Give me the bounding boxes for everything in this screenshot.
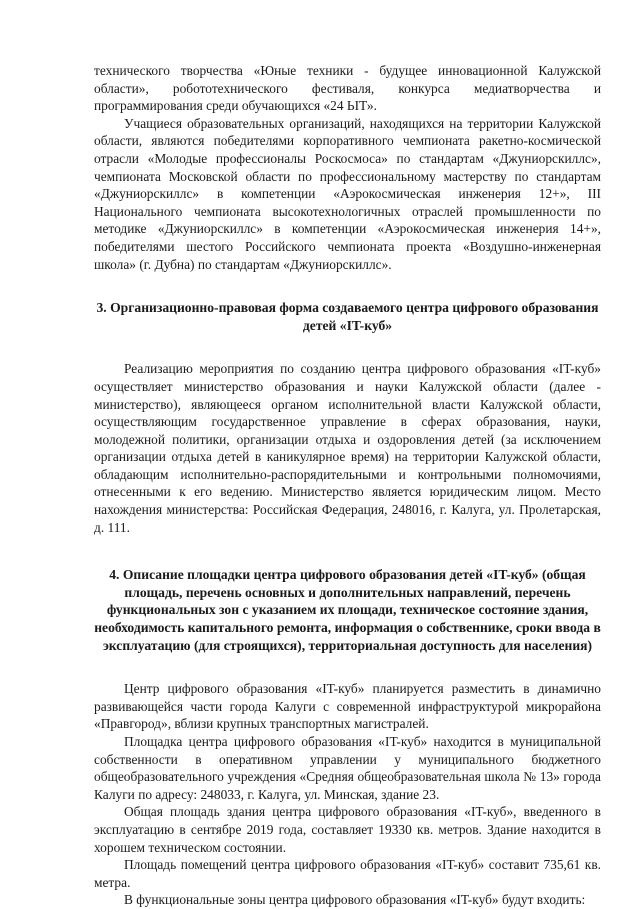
section-4-paragraph-area: Общая площадь здания центра цифрового образования «IT-куб», введенного в эксплуатацию в сентябре 2019 года, составляет 19330 кв. метров. Здание находится в хорошем техническом состоянии. (94, 804, 601, 855)
section-3-paragraph: Реализацию мероприятия по созданию центра цифрового образования «IT-куб» осуществляет министерство образования и науки Калужской области (далее - министерство), являющееся органом исполнительной власти Калужской области, осуществляющим государственное управление в сферах образования, науки, молодежной политики, организации отдыха и оздоровления детей (за исключением организации отдыха детей в каникулярное время) на территории Калужской области, обладающим исполнительно-распорядительными и контрольными полномочиями, отнесенными к его ведению. Министерство является юридическим лицом. Место нахождения министерства: Российская Федерация, 248016, г. Калуга, ул. Пролетарская, д. 111. (94, 361, 601, 535)
paragraph-continuation: технического творчества «Юные техники - будущее инновационной Калужской области», робототехнического фестиваля, конкурса медиатворчества и программирования среди обучающихся «24 ЬIТ». (94, 63, 601, 114)
section-4-paragraph-zones: В функциональные зоны центра цифрового образования «IT-куб» будут входить: (124, 892, 586, 908)
section-4-paragraph-ownership: Площадка центра цифрового образования «IT-куб» находится в муниципальной собственности в оперативном управлении у муниципального бюджетного общеобразовательного учреждения «Средняя общеобразовательная школа № 13» города Калуги по адресу: 248033, г. Калуга, ул. Минская, здание 23. (94, 734, 601, 802)
section-4-heading: 4. Описание площадки центра цифрового образования детей «IT-куб» (общая площадь, перечень основных и дополнительных направлений, перечень функциональных зон с указанием их площади, техническое состояние здания, необходимость капитального ремонта, информация о собственнике, сроки ввода в эксплуатацию (для строящихся), территориальная доступность для населения) (94, 567, 601, 653)
section-4-paragraph-premises: Площадь помещений центра цифрового образования «IT-куб» составит 735,61 кв. метра. (94, 857, 601, 890)
section-4-paragraph-location: Центр цифрового образования «IT-куб» планируется разместить в динамично развивающейся части города Калуги с современной инфраструктурой микрорайона «Правгород», вблизи крупных транспортных магистралей. (94, 681, 601, 732)
section-3-heading: 3. Организационно-правовая форма создаваемого центра цифрового образования детей «IT-куб» (96, 300, 599, 333)
paragraph-students: Учащиеся образовательных организаций, находящихся на территории Калужской области, являются победителями корпоративного чемпионата ракетно-космической отрасли «Молодые профессионалы Роскосмоса» по стандартам «Джуниорскиллс», чемпионата Московской области по профессиональному мастерству по стандартам «Джуниорскиллс» в компетенции «Аэрокосмическая инженерия 12+», III Национального чемпионата высокотехнологичных отраслей промышленности по методике «Джуниорскиллс» в компетенции «Аэрокосмическая инженерия 14+», победителями шестого Российского чемпионата проекта «Воздушно-инженерная школа» (г. Дубна) по стандартам «Джуниорскиллс». (94, 115, 601, 272)
